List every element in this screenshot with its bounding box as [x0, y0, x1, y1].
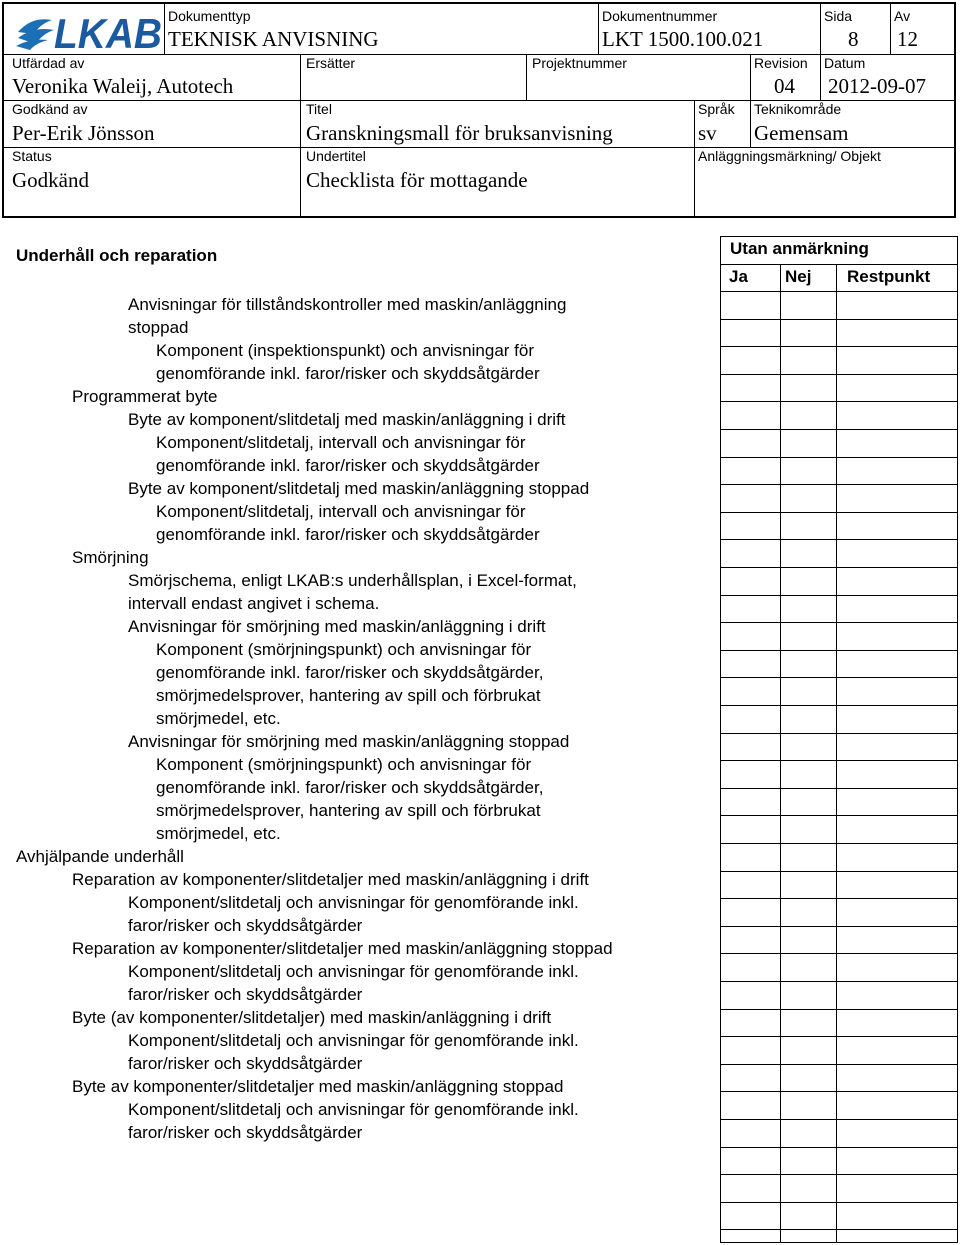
checkbox-row-rule	[720, 953, 958, 954]
checkbox-row-rule	[720, 733, 958, 734]
checklist-line: Komponent/slitdetalj och anvisningar för genomförande inkl.	[128, 893, 579, 912]
doc-number-label: Dokumentnummer	[602, 8, 718, 24]
checkbox-row-rule	[720, 1119, 958, 1120]
checkbox-row-rule	[720, 926, 958, 927]
checkbox-row-rule	[720, 1009, 958, 1010]
table-bottom-rule	[720, 1242, 958, 1243]
checkbox-row-rule	[720, 567, 958, 568]
checklist-line: Byte (av komponenter/slitdetaljer) med maskin/anläggning i drift	[72, 1008, 552, 1027]
doc-type-label: Dokumenttyp	[168, 8, 251, 24]
checkbox-row-rule	[720, 650, 958, 651]
checklist-line: genomförande inkl. faror/risker och skyddsåtgärder	[156, 364, 540, 383]
header-divider	[750, 54, 751, 147]
checklist-line: Byte av komponenter/slitdetaljer med maskin/anläggning stoppad	[72, 1077, 564, 1096]
logo-wordmark: LKAB	[54, 10, 162, 52]
revision-value: 04	[774, 74, 795, 98]
checklist-line: Komponent (inspektionspunkt) och anvisningar för	[156, 341, 534, 360]
checkbox-row-rule	[720, 539, 958, 540]
header-divider	[598, 4, 599, 54]
checklist-line: smörjmedelsprover, hantering av spill och förbrukat	[156, 686, 541, 705]
checkbox-row-rule	[720, 677, 958, 678]
checkbox-row-rule	[720, 1147, 958, 1148]
language-label: Språk	[698, 101, 735, 117]
checkbox-row-rule	[720, 843, 958, 844]
checkbox-row-rule	[720, 1064, 958, 1065]
checklist-line: genomförande inkl. faror/risker och skyddsåtgärder,	[156, 663, 544, 682]
checkbox-row-rule	[720, 1091, 958, 1092]
page-of-label: Av	[894, 8, 911, 24]
checkbox-row-rule	[720, 622, 958, 623]
col-divider-no-rest	[836, 264, 837, 1242]
tech-area-label: Teknikområde	[754, 101, 842, 117]
checkbox-row-rule	[720, 871, 958, 872]
checkbox-row-rule	[720, 401, 958, 402]
tech-area-value: Gemensam	[754, 121, 849, 145]
checklist-line: Avhjälpande underhåll	[16, 847, 184, 866]
header-rule	[4, 54, 954, 55]
subtitle-value: Checklista för mottagande	[306, 168, 528, 192]
title-label: Titel	[306, 101, 332, 117]
plant-marking-label: Anläggningsmärkning/ Objekt	[698, 148, 881, 164]
checkbox-row-rule	[720, 595, 958, 596]
header-divider	[164, 4, 165, 54]
checkbox-row-rule	[720, 981, 958, 982]
section-title: Underhåll och reparation	[16, 246, 218, 265]
checkbox-row-rule	[720, 374, 958, 375]
checkbox-row-rule	[720, 319, 958, 320]
checkbox-row-rule	[720, 429, 958, 430]
checklist-line: Smörjning	[72, 548, 149, 567]
checkbox-row-rule	[720, 1229, 958, 1230]
title-value: Granskningsmall för bruksanvisning	[306, 121, 613, 145]
checklist-line: Komponent/slitdetalj, intervall och anvisningar för	[156, 502, 526, 521]
checklist-line: Reparation av komponenter/slitdetaljer med maskin/anläggning stoppad	[72, 939, 613, 958]
col-header-no: Nej	[785, 267, 812, 286]
header-rule	[720, 291, 958, 292]
status-value: Godkänd	[12, 168, 89, 192]
revision-label: Revision	[754, 55, 808, 71]
replaces-label: Ersätter	[306, 55, 356, 71]
page-label: Sida	[824, 8, 853, 24]
checklist-line: faror/risker och skyddsåtgärder	[128, 985, 363, 1004]
checkbox-row-rule	[720, 705, 958, 706]
issued-by-label: Utfärdad av	[12, 55, 85, 71]
checklist-line: smörjmedel, etc.	[156, 824, 281, 843]
checklist-table	[0, 236, 960, 1245]
header-divider	[694, 100, 695, 216]
checklist-line: Smörjschema, enligt LKAB:s underhållsplan, i Excel-format,	[128, 571, 577, 590]
document-header	[2, 2, 956, 218]
checkbox-row-rule	[720, 1036, 958, 1037]
checkbox-row-rule	[720, 346, 958, 347]
header-divider	[820, 4, 821, 100]
project-number-label: Projektnummer	[532, 55, 627, 71]
checklist-line: Reparation av komponenter/slitdetaljer med maskin/anläggning i drift	[72, 870, 589, 889]
checklist-line: Komponent/slitdetalj och anvisningar för genomförande inkl.	[128, 1100, 579, 1119]
header-divider	[300, 54, 301, 216]
checklist-line: Anvisningar för tillståndskontroller med maskin/anläggning	[128, 295, 567, 314]
checkbox-row-rule	[720, 1174, 958, 1175]
checkbox-row-rule	[720, 1202, 958, 1203]
checklist-line: Byte av komponent/slitdetalj med maskin/anläggning i drift	[128, 410, 566, 429]
checklist-line: stoppad	[128, 318, 189, 337]
checklist-line: smörjmedelsprover, hantering av spill och förbrukat	[156, 801, 541, 820]
checkbox-row-rule	[720, 512, 958, 513]
header-divider	[890, 4, 891, 54]
checklist-line: Anvisningar för smörjning med maskin/anläggning i drift	[128, 617, 546, 636]
approved-by-value: Per-Erik Jönsson	[12, 121, 155, 145]
checklist-line: faror/risker och skyddsåtgärder	[128, 916, 363, 935]
approved-by-label: Godkänd av	[12, 101, 88, 117]
checklist-line: intervall endast angivet i schema.	[128, 594, 380, 613]
date-value: 2012-09-07	[828, 74, 926, 98]
checkbox-row-rule	[720, 760, 958, 761]
checklist-line: faror/risker och skyddsåtgärder	[128, 1123, 363, 1142]
checklist-line: Komponent/slitdetalj och anvisningar för genomförande inkl.	[128, 1031, 579, 1050]
checklist-line: Anvisningar för smörjning med maskin/anläggning stoppad	[128, 732, 570, 751]
col-header-no-remark: Utan anmärkning	[730, 239, 869, 258]
checkbox-row-rule	[720, 815, 958, 816]
checklist-line: Programmerat byte	[72, 387, 218, 406]
date-label: Datum	[824, 55, 866, 71]
doc-type-value: TEKNISK ANVISNING	[168, 27, 379, 51]
checklist-line: genomförande inkl. faror/risker och skyddsåtgärder	[156, 456, 540, 475]
checkbox-row-rule	[720, 788, 958, 789]
checklist-line: Komponent/slitdetalj och anvisningar för genomförande inkl.	[128, 962, 579, 981]
col-header-rest: Restpunkt	[847, 267, 931, 286]
issued-by-value: Veronika Waleij, Autotech	[12, 74, 234, 98]
checkbox-row-rule	[720, 457, 958, 458]
header-divider	[526, 54, 527, 100]
language-value: sv	[698, 121, 717, 145]
checklist-line: genomförande inkl. faror/risker och skyddsåtgärder	[156, 525, 540, 544]
checklist-line: smörjmedel, etc.	[156, 709, 281, 728]
doc-number-value: LKT 1500.100.021	[602, 27, 764, 51]
col-header-yes: Ja	[729, 267, 748, 286]
subtitle-label: Undertitel	[306, 148, 366, 164]
status-label: Status	[12, 148, 52, 164]
page-of-value: 12	[897, 27, 918, 51]
checkbox-row-rule	[720, 484, 958, 485]
checklist-line: faror/risker och skyddsåtgärder	[128, 1054, 363, 1073]
checklist-line: Byte av komponent/slitdetalj med maskin/anläggning stoppad	[128, 479, 590, 498]
checklist-line: Komponent/slitdetalj, intervall och anvisningar för	[156, 433, 526, 452]
col-divider-yes-no	[780, 264, 781, 1242]
checkbox-row-rule	[720, 898, 958, 899]
checklist-line: Komponent (smörjningspunkt) och anvisningar för	[156, 640, 532, 659]
page-value: 8	[848, 27, 859, 51]
lkab-logo	[14, 10, 164, 52]
checklist-line: Komponent (smörjningspunkt) och anvisningar för	[156, 755, 532, 774]
checklist-line: genomförande inkl. faror/risker och skyddsåtgärder,	[156, 778, 544, 797]
